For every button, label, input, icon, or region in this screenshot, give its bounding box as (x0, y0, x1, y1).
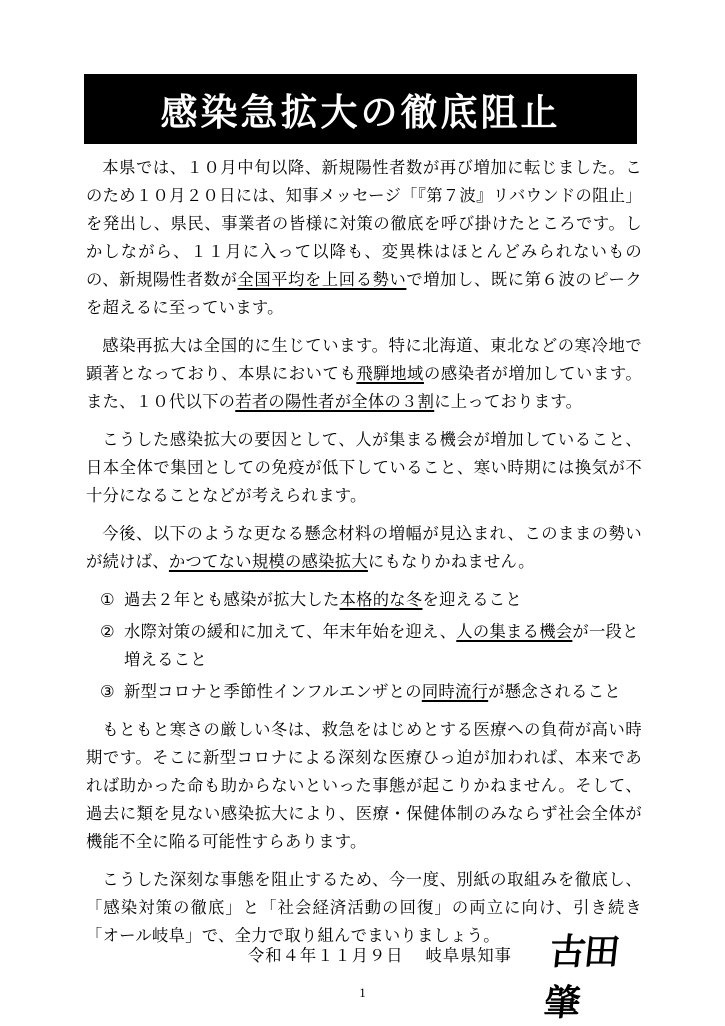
underlined-phrase: かつてない規模の感染拡大 (168, 552, 368, 571)
paragraph-text: にもなりかねません。 (367, 552, 535, 571)
paragraph-text: こうした感染拡大の要因として、人が集まる機会が増加していること、日本全体で集団としての免疫が低下していること、寒い時期には換気が不十分になることなどが考えられます。 (86, 430, 642, 505)
handwritten-signature: 古田肇 (542, 931, 621, 1024)
paragraph-5 (86, 716, 642, 856)
list-marker: ③ (100, 682, 115, 701)
paragraph-text: こうした深刻な事態を阻止するため、今一度、別紙の取組みを徹底し、「感染対策の徹底」と「社会経済活動の回復」の両立に向け、引き続き「オール岐阜」で、全力で取り組んでまいりましょう。 (86, 870, 642, 945)
underlined-phrase: 人の集まる機会 (456, 622, 573, 641)
list-item (100, 678, 642, 706)
concern-list (86, 586, 642, 706)
page-number: 1 (359, 985, 366, 1000)
underlined-phrase: 全国平均を上回る勢い (237, 270, 407, 289)
issue-date: 令和４年１１月９日 (248, 946, 404, 965)
author-title: 岐阜県知事 (425, 946, 512, 965)
paragraph-text: 今後、以下のような更なる懸念材料の増幅が見込まれ、このままの勢いが続けば、 (86, 524, 642, 571)
list-item-text: 新型コロナと季節性インフルエンザとの同時流行が懸念されること (124, 682, 621, 701)
paragraph-2 (86, 332, 642, 416)
list-item (100, 586, 642, 614)
paragraph-text: に上っております。 (434, 392, 583, 411)
list-item-text: 過去２年とも感染が拡大した本格的な冬を迎えること (124, 590, 522, 609)
paragraph-4 (86, 520, 642, 576)
list-marker: ① (100, 590, 115, 609)
underlined-phrase: 同時流行 (421, 682, 489, 701)
paragraph-text: 感染再拡大は全国的に生じています。特に北海道、東北などの寒冷地で顕著となっており、本県においても (86, 336, 642, 383)
signature-line (248, 942, 512, 966)
list-item-text: 水際対策の緩和に加えて、年末年始を迎え、人の集まる機会が一段と増えること (124, 622, 639, 669)
list-item (100, 618, 642, 674)
paragraph-text: 本県では、１０月中旬以降、新規陽性者数が再び増加に転じました。このため１０月２０日には、知事メッセージ「『第７波』リバウンドの阻止」を発出し、県民、事業者の皆様に対策の徹底を呼び掛けたところです。しかしながら、１１月に入って以降も、変異株はほとんどみられないものの、新規陽性者数が (86, 158, 642, 289)
paragraph-1 (86, 154, 642, 322)
document-title: 感染急拡大の徹底阻止 (84, 74, 637, 144)
underlined-phrase: 本格的な冬 (339, 590, 423, 609)
paragraph-3 (86, 426, 642, 510)
paragraph-text: の感染者が増加しています。また、１０代以下の (86, 364, 642, 411)
document-body (86, 154, 642, 960)
paragraph-text: もともと寒さの厳しい冬は、救急をはじめとする医療への負荷が高い時期です。そこに新型コロナによる深刻な医療ひっ迫が加われば、本来であれば助かった命も助からないといった事態が起こりかねません。そして、過去に類を見ない感染拡大により、医療・保健体制のみならず社会全体が機能不全に陥る可能性すらあります。 (86, 720, 642, 851)
underlined-phrase: 若者の陽性者が全体の３割 (235, 392, 435, 411)
list-marker: ② (100, 622, 115, 641)
underlined-phrase: 飛騨地域 (356, 364, 424, 383)
paragraph-text: で増加し、既に第６波のピークを超えるに至っています。 (86, 270, 642, 317)
